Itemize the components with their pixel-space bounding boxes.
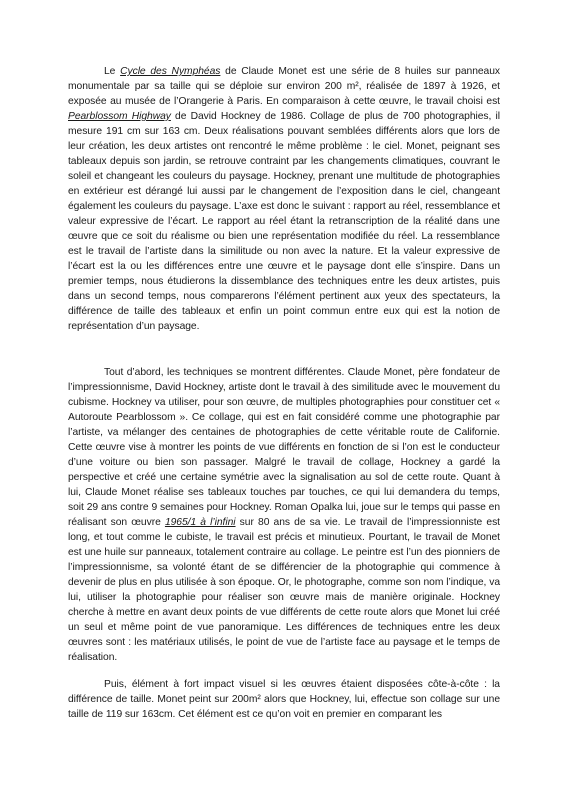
paragraph-text: Tout d’abord, les techniques se montrent différentes. Claude Monet, père fondateur de l’impressionnisme, David Hockney, artiste dont le travail à des similitude avec le mouvement du cubisme. Hockney va utiliser, pour son œuvre, de multiples photographies pour constituer cet « Autoroute Pearblossom ». Ce collage, qui est en fait considéré comme une photographie par l’artiste, va mélanger des centaines de photographies de cette véritable route de Californie. Cette œuvre vise à montrer les points de vue différents en fonction de si l’on est le conducteur d’une voiture ou bien son passager. Malgré le travail de collage, Hockney a gardé la perspective et créé une certaine symétrie avec la signalisation au sol de cette route. Quant à lui, Claude Monet réalise ses tableaux touches par touches, ce qui lui demandera du temps, soit 29 ans contre 9 semaines pour Hockney. Roman Opalka lui, joue sur le temps qui passe en réalisant son œuvre	[68, 367, 500, 528]
artwork-title-opalka: 1965/1 à l’infini	[164, 517, 236, 528]
paragraph-text: Le	[104, 66, 121, 77]
paragraph-intro	[68, 64, 500, 334]
artwork-title-cycle-des-nympheas: Cycle des Nymphéas	[120, 66, 221, 77]
paragraph-size	[68, 677, 500, 722]
paragraph-text: de Claude Monet est une série de 8 huiles sur panneaux monumentale par sa taille qui se déploie sur environ 200 m², réalisée de 1897 à 1926, et exposée au musée de l’Orangerie à Paris. En comparaison à cette œuvre, le travail choisi est	[68, 66, 501, 107]
paragraph-text: Puis, élément à fort impact visuel si les œuvres étaient disposées côte-à-côte : la différence de taille. Monet peint sur 200m² alors que Hockney, lui, effectue son collage sur une taille de 119 sur 163cm. Cet élément est ce qu’on voit en premier en comparant les	[68, 679, 500, 720]
paragraph-text: de David Hockney de 1986. Collage de plus de 700 photographies, il mesure 191 cm sur 163 cm. Deux réalisations pouvant semblées différents alors que lors de leur création, les deux artistes ont rencontré le même problème : le ciel. Monet, peignant ses tableaux depuis son jardin, se retrouve contraint par les changements climatiques, couvrant le soleil et changeant les couleurs du paysage. Hockney, prenant une multitude de photographies en extérieur est dérangé lui aussi par le changement de l’exposition dans le ciel, changeant également les couleurs du paysage. L’axe est donc le suivant : rapport au réel, ressemblance et valeur expressive de l’écart. Le rapport au réel étant la retranscription de la réalité dans une œuvre que ce soit du réalisme ou bien une représentation modifiée du réel. La ressemblance est le travail de l’artiste dans la similitude ou non avec la nature. Et la valeur expressive de l’écart est la ou les différences entre une œuvre et le paysage dont elle s’inspire. Dans un premier temps, nous étudierons la dissemblance des techniques entre les deux artistes, puis dans un second temps, nous comparerons l’élément pertinent aux yeux des spectateurs, la différence de taille des tableaux et enfin un point commun entre eux qui est la notion de représentation d’un paysage.	[68, 111, 500, 332]
paragraph-text: sur 80 ans de sa vie. Le travail de l’impressionniste est long, et tout comme le cubiste, le travail est précis et minutieux. Pourtant, le travail de Monet est une huile sur panneaux, totalement contraire au collage. Le peintre est l’un des pionniers de l’impressionnisme, sa volonté étant de se différencier de la photographie qui commence à devenir de plus en plus utilisée à son époque. Or, le photographe, comme son nom l’indique, va lui, utiliser la photographie pour réaliser son œuvre mais de manière originale. Hockney cherche à mettre en avant deux points de vue différents de cette route alors que Monet lui créé un seul et même point de vue panoramique. Les différences de techniques entre les deux œuvres sont : les matériaux utilisés, le point de vue de l’artiste face au paysage et le temps de réalisation.	[68, 517, 500, 663]
artwork-title-pearblossom-highway: Pearblossom Highway	[68, 111, 171, 122]
paragraph-techniques	[68, 365, 500, 665]
